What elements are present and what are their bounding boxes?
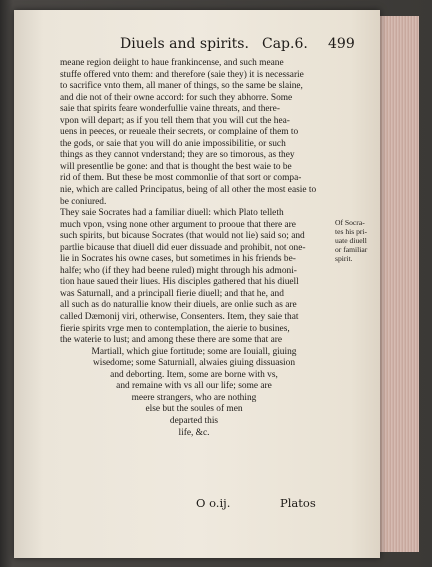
text-line: saie that spirits feare wonderfullie vaine threats, and there- [60, 104, 280, 115]
text-line: to sacrifice vnto them, all maner of things, so the same be slaine, [60, 81, 303, 92]
text-line: will presentlie be gone: and that is thought the best waie to be [60, 161, 292, 172]
text-line: and die not of their owne accord: for such they abhorre. Some [60, 92, 293, 103]
text-line: called Dæmonij viri, otherwise, Consenters. Item, they saie that [60, 312, 299, 323]
text-line: meere strangers, who are nothing [131, 392, 257, 403]
body-text [60, 58, 328, 439]
text-line: They saie Socrates had a familiar diuell: which Plato telleth [60, 208, 284, 219]
signature-mark: O o.ij. [196, 496, 231, 510]
running-header [14, 36, 380, 56]
margin-note-line: uate diuell [335, 236, 367, 245]
text-line: was Saturnall, and a principall fierie diuell; and that he, and [60, 288, 284, 299]
page-number: 499 [328, 36, 355, 52]
text-line: rid of them. But these be most commonlie of that sort or compa- [60, 173, 302, 184]
text-line: lie in Socrates his owne cases, but sometimes in his friends be- [60, 254, 296, 265]
margin-note-line: Of Socra- [335, 218, 365, 227]
running-title: Diuels and spirits. [120, 36, 249, 52]
text-line: meane region deiight to haue frankincense, and such meane [60, 58, 284, 68]
margin-note [335, 218, 381, 263]
text-line: fierie spirits vrge men to contemplation, the aierie to busines, [60, 323, 290, 334]
text-line: be coniured. [60, 196, 107, 207]
book-page [14, 10, 380, 558]
text-line: else but the soules of men [145, 404, 243, 415]
text-line: the waterie to lust; and among these there are some that are [60, 335, 283, 346]
text-line: uens in peeces, or reueale their secrets, or complaine of them to [60, 127, 299, 138]
text-line: wisedome; some Saturniall, alwaies giuing dissuasion [92, 358, 296, 369]
text-line: partlie bicause that diuell did euer dissuade and prohibit, not one- [60, 242, 306, 253]
text-line: stuffe offered vnto them: and therefore (saie they) it is necessarie [60, 69, 304, 80]
text-line: nie, which are called Principatus, being of all other the most easie to [60, 185, 317, 196]
catchword: Platos [280, 496, 316, 510]
text-line: vpon will depart; as if you tell them that you will cut the hea- [60, 115, 290, 126]
text-line: the gods, or saie that you will do anie impossibilitie, or such [60, 138, 286, 149]
text-line: life, &c. [178, 427, 210, 438]
text-line: all such as do naturallie know their diuels, are onlie such as are [60, 300, 297, 311]
page-footer [14, 496, 380, 512]
text-line: tion haue saued their liues. His disciples gathered that his diuell [60, 277, 299, 288]
text-line: and remaine with vs all our life; some are [116, 381, 272, 392]
text-line: much vpon, vsing none other argument to prooue that there are [60, 219, 296, 230]
text-line: Martiall, which giue fortitude; some are Iouiall, giuing [91, 346, 297, 357]
margin-note-line: or familiar [335, 245, 368, 254]
text-line: halfe; who (if they had beene ruled) might through his admoni- [60, 265, 297, 276]
text-line: things as they cannot vnderstand; they are so timorous, as they [60, 150, 295, 161]
text-line: and deborting. Item, some are borne with vs, [110, 369, 278, 380]
margin-note-line: spirit. [335, 254, 353, 263]
text-line: departed this [169, 415, 219, 426]
text-line: such spirits, but bicause Socrates (that would not lie) said so; and [60, 231, 305, 242]
margin-note-line: tes his pri- [335, 227, 368, 236]
chapter-label: Cap.6. [262, 36, 308, 52]
